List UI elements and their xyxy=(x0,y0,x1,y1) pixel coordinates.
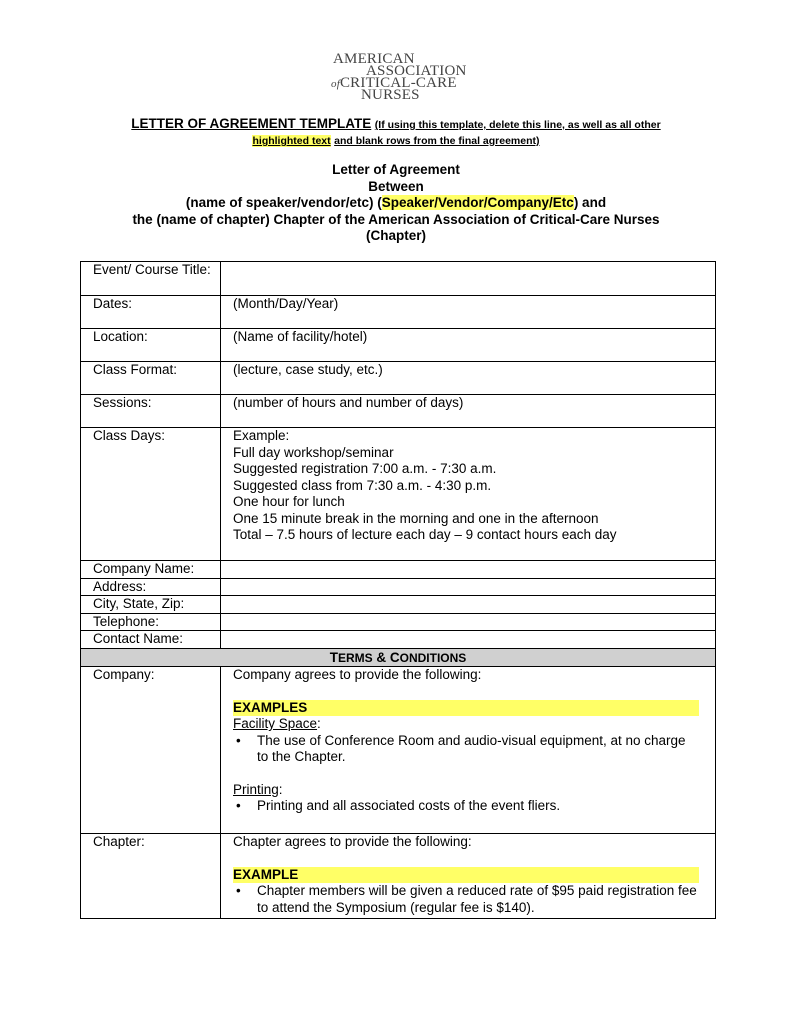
table-row xyxy=(81,362,716,395)
template-note-part1: (If using this template, delete this line, as well as all other xyxy=(374,119,661,131)
telephone-label: Telephone: xyxy=(81,613,221,631)
class-days-label: Class Days: xyxy=(81,428,221,561)
city-state-zip-label: City, State, Zip: xyxy=(81,596,221,614)
facility-bullets xyxy=(233,733,715,766)
chapter-example-label: EXAMPLE xyxy=(233,867,699,884)
facility-space-title: Facility Space: xyxy=(233,716,321,731)
table-row xyxy=(81,667,716,834)
class-days-line: Example: xyxy=(233,428,290,443)
class-format-label: Class Format: xyxy=(81,362,221,395)
logo-line-nurses: NURSES xyxy=(361,87,420,103)
telephone-value[interactable] xyxy=(221,613,716,631)
company-terms-label: Company: xyxy=(81,667,221,834)
table-row xyxy=(81,395,716,428)
logo-line-american: AMERICAN xyxy=(333,51,415,67)
chapter-terms-intro: Chapter agrees to provide the following: xyxy=(233,834,472,849)
printing-title: Printing: xyxy=(233,781,283,797)
location-label: Location: xyxy=(81,329,221,362)
table-row xyxy=(81,631,716,649)
company-examples-label: EXAMPLES xyxy=(233,700,699,717)
terms-conditions-header: TERMS & CONDITIONS xyxy=(81,648,716,667)
table-row xyxy=(81,428,716,561)
template-title: LETTER OF AGREEMENT TEMPLATE xyxy=(131,116,372,131)
table-row xyxy=(81,596,716,614)
chapter-terms-label: Chapter: xyxy=(81,834,221,919)
company-name-label: Company Name: xyxy=(81,561,221,579)
dates-label: Dates: xyxy=(81,296,221,329)
class-days-line: One 15 minute break in the morning and one in the afternoon xyxy=(233,510,599,526)
sessions-label: Sessions: xyxy=(81,395,221,428)
table-row xyxy=(81,613,716,631)
agreement-heading xyxy=(80,162,712,245)
template-note-highlight: highlighted text xyxy=(252,135,331,147)
table-row xyxy=(81,296,716,329)
class-days-line: Total – 7.5 hours of lecture each day – 9 contact hours each day xyxy=(233,527,617,542)
contact-name-value[interactable] xyxy=(221,631,716,649)
heading-line-2: Between xyxy=(368,178,424,194)
dates-value[interactable]: (Month/Day/Year) xyxy=(221,296,716,329)
chapter-bullets xyxy=(233,883,715,916)
heading-line-4: the (name of chapter) Chapter of the American Association of Critical-Care Nurses xyxy=(132,211,660,227)
class-days-line: Suggested class from 7:30 a.m. - 4:30 p.m. xyxy=(233,477,492,493)
table-row xyxy=(81,561,716,579)
table-row xyxy=(81,648,716,667)
company-terms-value[interactable] xyxy=(221,667,716,834)
list-item: • Chapter members will be given a reduced rate of $95 paid registration fee to attend the Symposium (regular fee is $140). xyxy=(233,883,699,916)
chapter-terms-value[interactable] xyxy=(221,834,716,919)
agreement-table xyxy=(80,261,716,919)
sessions-value[interactable]: (number of hours and number of days) xyxy=(221,395,716,428)
class-days-value[interactable] xyxy=(221,428,716,561)
heading-line-3: (name of speaker/vendor/etc) (Speaker/Vendor/Company/Etc) and xyxy=(185,195,607,210)
list-item: • Printing and all associated costs of the event fliers. xyxy=(233,798,699,815)
printing-bullets xyxy=(233,798,715,815)
class-days-line: Suggested registration 7:00 a.m. - 7:30 a.m. xyxy=(233,461,497,476)
address-value[interactable] xyxy=(221,578,716,596)
logo-line-critical-care: ofCRITICAL-CARE xyxy=(331,75,457,91)
table-row xyxy=(81,578,716,596)
table-row xyxy=(81,262,716,296)
table-row xyxy=(81,834,716,919)
contact-name-label: Contact Name: xyxy=(81,631,221,649)
aacn-logo xyxy=(331,53,481,105)
logo-line-association: ASSOCIATION xyxy=(366,63,467,79)
location-value[interactable]: (Name of facility/hotel) xyxy=(221,329,716,362)
template-note-part2: and blank rows from the final agreement) xyxy=(334,135,540,147)
class-days-line: Full day workshop/seminar xyxy=(233,444,394,460)
class-days-line: One hour for lunch xyxy=(233,494,345,509)
class-format-value[interactable]: (lecture, case study, etc.) xyxy=(221,362,716,395)
heading-line-5: (Chapter) xyxy=(366,228,426,243)
city-state-zip-value[interactable] xyxy=(221,596,716,614)
company-name-value[interactable] xyxy=(221,561,716,579)
heading-line-1: Letter of Agreement xyxy=(332,162,460,177)
template-notice xyxy=(80,116,712,149)
list-item: • The use of Conference Room and audio-visual equipment, at no charge to the Chapter. xyxy=(233,733,699,766)
heading-highlight: Speaker/Vendor/Company/Etc xyxy=(381,195,574,210)
company-terms-intro: Company agrees to provide the following: xyxy=(233,667,482,682)
event-title-value[interactable] xyxy=(221,262,716,296)
event-title-label: Event/ Course Title: xyxy=(81,262,221,296)
address-label: Address: xyxy=(81,578,221,596)
table-row xyxy=(81,329,716,362)
